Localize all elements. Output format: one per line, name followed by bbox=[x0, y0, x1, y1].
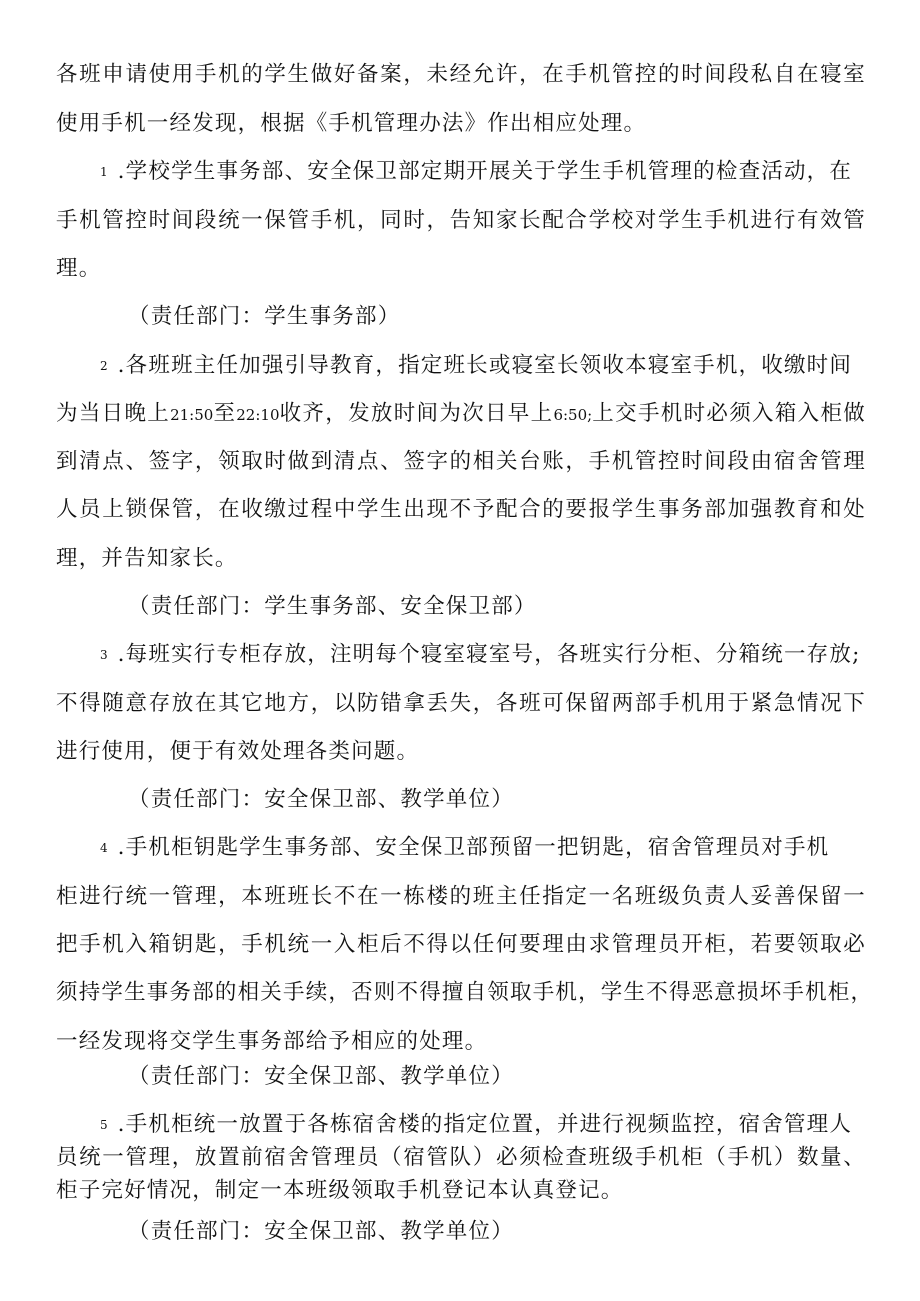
item-5-line-1: 5 .手机柜统一放置于各栋宿舍楼的指定位置，并进行视频监控，宿舍管理人 bbox=[100, 1112, 853, 1137]
item-4-line-4: 须持学生事务部的相关手续，否则不得擅自领取手机，学生不得恶意损坏手机柜， bbox=[56, 980, 874, 1005]
item-3-line-2: 不得随意存放在其它地方，以防错拿丢失，各班可保留两部手机用于紧急情况下 bbox=[56, 691, 866, 716]
item-4-line-5: 一经发现将交学生事务部给予相应的处理。 bbox=[56, 1029, 488, 1054]
item-1-line-1: 1 .学校学生事务部、安全保卫部定期开展关于学生手机管理的检查活动，在 bbox=[100, 159, 853, 184]
item-4-line-3: 把手机入箱钥匙，手机统一入柜后不得以任何要理由求管理员开柜，若要领取必 bbox=[56, 932, 866, 957]
item-5-line-2: 员统一管理，放置前宿舍管理员（宿管队）必须检查班级手机柜（手机）数量、 bbox=[56, 1145, 866, 1170]
item-3-line-3: 进行使用，便于有效处理各类问题。 bbox=[56, 739, 420, 764]
item-1-number: 1 bbox=[100, 165, 108, 179]
item-3-number: 3 bbox=[100, 648, 108, 662]
item-2-line-2: 为当日晚上21:50至22:10收齐，发放时间为次日早上6:50;上交手机时必须入箱入柜做 bbox=[56, 401, 866, 426]
item-2-line-5: 理，并告知家长。 bbox=[56, 546, 238, 571]
item-5-number: 5 bbox=[100, 1118, 108, 1132]
item-4-line-1: 4 .手机柜钥匙学生事务部、安全保卫部预留一把钥匙，宿舍管理员对手机 bbox=[100, 835, 830, 860]
item-2-line-4: 人员上锁保管，在收缴过程中学生出现不予配合的要报学生事务部加强教育和处 bbox=[56, 497, 866, 522]
item-2-line-1: 2 .各班班主任加强引导教育，指定班长或寝室长领收本寝室手机，收缴时间 bbox=[100, 353, 853, 378]
item-4-responsibility: （责任部门：安全保卫部、教学单位） bbox=[128, 1064, 514, 1089]
item-2-responsibility: （责任部门：学生事务部、安全保卫部） bbox=[128, 594, 537, 619]
item-5-responsibility: （责任部门：安全保卫部、教学单位） bbox=[128, 1219, 514, 1244]
item-3-line-1: 3 .每班实行专柜存放，注明每个寝室寝室号，各班实行分柜、分箱统一存放; bbox=[100, 642, 861, 667]
item-4-line-2: 柜进行统一管理，本班班长不在一栋楼的班主任指定一名班级负责人妥善保留一 bbox=[56, 884, 866, 909]
item-2-number: 2 bbox=[100, 359, 108, 373]
item-5-line-3: 柜子完好情况，制定一本班级领取手机登记本认真登记。 bbox=[56, 1178, 624, 1203]
intro-line-2: 使用手机一经发现，根据《手机管理办法》作出相应处理。 bbox=[56, 111, 647, 136]
intro-line-1: 各班申请使用手机的学生做好备案，未经允许，在手机管控的时间段私自在寝室 bbox=[56, 62, 866, 87]
item-1-line-3: 理。 bbox=[56, 256, 102, 281]
item-1-line-2: 手机管控时间段统一保管手机，同时，告知家长配合学校对学生手机进行有效管 bbox=[56, 208, 866, 233]
item-1-responsibility: （责任部门：学生事务部） bbox=[128, 304, 401, 329]
item-2-line-3: 到清点、签字，领取时做到清点、签字的相关台账，手机管控时间段由宿舍管理 bbox=[56, 449, 866, 474]
item-4-number: 4 bbox=[100, 841, 108, 855]
item-3-responsibility: （责任部门：安全保卫部、教学单位） bbox=[128, 787, 514, 812]
